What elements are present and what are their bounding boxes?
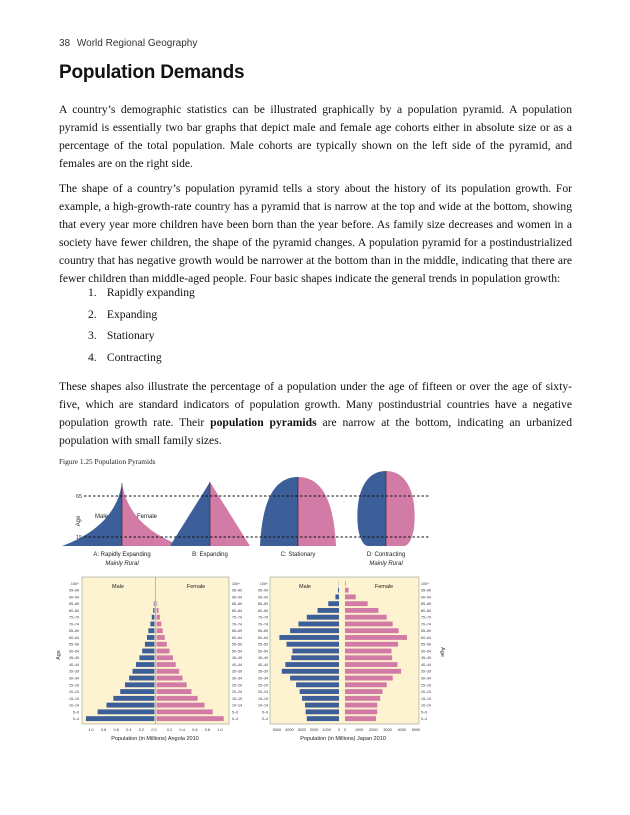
japan-female-bar: [345, 655, 392, 660]
angola-age-tick-right: 100+: [232, 581, 241, 586]
angola-male-bar: [107, 703, 155, 708]
angola-female-bar: [157, 608, 159, 613]
angola-male-bar: [148, 628, 154, 633]
angola-age-tick-left: 40–44: [69, 662, 79, 667]
japan-age-tick-right: 95–99: [421, 588, 431, 593]
angola-male-bar: [113, 696, 154, 701]
japan-female-bar: [345, 594, 356, 599]
angola-male-bar: [86, 716, 155, 721]
japan-age-tick-right: 0–4: [421, 717, 427, 722]
angola-male-bar: [154, 601, 155, 606]
japan-age-tick-right: 15–19: [421, 696, 431, 701]
shape-d-female: [386, 471, 415, 546]
japan-age-tick-right: 45–49: [421, 656, 431, 661]
japan-male-bar: [298, 622, 339, 627]
japan-age-tick-right: 70–74: [421, 622, 431, 627]
angola-female-bar: [157, 689, 192, 694]
japan-male-bar: [282, 669, 339, 674]
japan-age-tick-right: 20–24: [421, 690, 431, 695]
angola-age-tick-right: 5–9: [232, 710, 238, 715]
shape-b-female: [210, 482, 250, 546]
japan-female-bar: [345, 682, 387, 687]
angola-age-tick-right: 35–39: [232, 669, 242, 674]
angola-x-tick: 1.0: [217, 728, 223, 732]
japan-male-bar: [279, 635, 339, 640]
japan-female-bar: [345, 622, 393, 627]
angola-age-label: Age: [56, 650, 62, 660]
japan-age-tick-left: 5–9: [262, 710, 268, 715]
angola-caption: Population (in Millions) Angola 2010: [111, 736, 199, 742]
japan-male-bar: [307, 615, 339, 620]
angola-age-tick-left: 35–39: [69, 669, 79, 674]
shape-a-sublabel: Mainly Rural: [105, 561, 139, 567]
japan-age-tick-right: 35–39: [421, 669, 431, 674]
japan-x-tick: 5000: [411, 728, 421, 732]
angola-male-bar: [125, 682, 154, 687]
angola-age-tick-right: 65–69: [232, 629, 242, 634]
japan-x-tick: 1000: [354, 728, 364, 732]
japan-age-tick-right: 55–59: [421, 642, 431, 647]
angola-female-bar: [157, 709, 213, 714]
angola-x-tick: 0.2: [138, 728, 145, 732]
angola-age-tick-right: 20–24: [232, 690, 242, 695]
japan-male-bar: [290, 676, 339, 681]
angola-female-bar: [157, 622, 162, 627]
japan-female-bar: [345, 581, 346, 586]
japan-female-bar: [345, 642, 398, 647]
japan-age-label: Age: [439, 647, 445, 657]
list-item: 1. Rapidly expanding: [88, 286, 195, 299]
japan-age-tick-right: 5–9: [421, 710, 427, 715]
japan-male-bar: [293, 649, 340, 654]
angola-male-bar: [98, 709, 155, 714]
angola-age-tick-right: 75–79: [232, 615, 242, 620]
japan-age-tick-right: 50–54: [421, 649, 431, 654]
list-item: 4. Contracting: [88, 350, 162, 364]
japan-age-tick-left: 30–34: [258, 676, 268, 681]
angola-age-tick-right: 90–94: [232, 595, 242, 600]
angola-x-tick: 1.0: [88, 728, 94, 732]
angola-age-tick-left: 45–49: [69, 656, 79, 661]
japan-age-tick-left: 40–44: [258, 662, 268, 667]
angola-age-tick-left: 15–19: [69, 696, 79, 701]
japan-age-tick-left: 0–4: [262, 717, 268, 722]
japan-age-tick-left: 95–99: [258, 588, 268, 593]
japan-plot-bg: [270, 577, 419, 724]
japan-female-bar: [345, 709, 377, 714]
shape-d-sublabel: Mainly Rural: [369, 561, 403, 567]
japan-x-tick: 2000: [369, 728, 378, 732]
shape-d-male: [357, 471, 386, 546]
angola-age-tick-right: 95–99: [232, 588, 242, 593]
shape-d-label: D: Contracting: [366, 552, 406, 558]
japan-age-tick-right: 75–79: [421, 615, 431, 620]
japan-age-tick-left: 90–94: [258, 595, 268, 600]
angola-female-bar: [157, 642, 167, 647]
japan-male-bar: [285, 662, 339, 667]
angola-age-tick-right: 25–29: [232, 683, 242, 688]
section-title: Population Demands: [59, 62, 245, 83]
angola-female-bar: [157, 655, 173, 660]
japan-male-bar: [306, 709, 339, 714]
angola-female-bar: [157, 676, 183, 681]
angola-age-tick-left: 30–34: [69, 676, 79, 681]
tick-15: 15: [76, 535, 83, 541]
japan-female-bar: [345, 649, 392, 654]
angola-male-bar: [120, 689, 154, 694]
japan-female-bar: [345, 615, 387, 620]
angola-male-bar: [133, 669, 155, 674]
angola-male-bar: [139, 655, 154, 660]
shapes-male-label: Male: [95, 514, 109, 520]
japan-male-bar: [296, 682, 339, 687]
angola-age-tick-left: 5–9: [73, 710, 79, 715]
angola-x-tick: 0.8: [204, 728, 211, 732]
paragraph-1: A country’s demographic statistics can be illustrated graphically by a population pyramid. A population pyramid is essentially two bar graphs that depict male and female age cohorts either in absolute size or as a percentage of the total population. Male cohorts are typically shown on the left side of the pyramid, and females are on the right side.: [59, 103, 572, 170]
paragraph-2: The shape of a country’s population pyramid tells a story about the history of its population growth. For example, a high-growth-rate country has a pyramid that is narrow at the top and wide at the bottom, showing that every year more children have been born than the year before. As family size decreases and women in a society have fewer children, the shape of the pyramid changes. A population pyramid for a postindustrialized country that has negative growth would be narrower at the bottom than in the middle, indicating that there are fewer children than middle-aged people. Four basic shapes indicate the general trends in population growth:: [59, 182, 572, 285]
japan-age-tick-left: 50–54: [258, 649, 268, 654]
shape-c-female: [298, 477, 336, 546]
angola-age-tick-right: 40–44: [232, 662, 242, 667]
japan-age-tick-right: 65–69: [421, 629, 431, 634]
angola-male-bar: [129, 676, 154, 681]
list-item: 2. Expanding: [88, 307, 158, 321]
angola-male-bar: [152, 615, 155, 620]
angola-male-bar: [142, 649, 154, 654]
japan-male-bar: [328, 601, 339, 606]
shape-a-label: A: Rapidly Expanding: [93, 552, 151, 558]
angola-age-tick-left: 70–74: [69, 622, 79, 627]
page-number: 38: [59, 38, 71, 49]
japan-male-bar: [287, 642, 339, 647]
shapes-female-label: Female: [137, 514, 158, 520]
angola-age-tick-right: 30–34: [232, 676, 242, 681]
angola-male-bar: [153, 608, 154, 613]
angola-female-bar: [157, 628, 163, 633]
japan-female-bar: [345, 608, 378, 613]
japan-age-tick-left: 25–29: [258, 683, 268, 688]
japan-age-tick-left: 100+: [259, 581, 268, 586]
japan-age-tick-right: 25–29: [421, 683, 431, 688]
angola-age-tick-left: 75–79: [69, 615, 79, 620]
shape-c-label: C: Stationary: [280, 552, 316, 558]
japan-age-tick-left: 45–49: [258, 656, 268, 661]
japan-male-bar: [305, 703, 339, 708]
japan-male-bar: [335, 594, 339, 599]
angola-x-tick: 0.6: [113, 728, 119, 732]
angola-age-tick-left: 100+: [70, 581, 79, 586]
angola-female-bar: [157, 696, 198, 701]
japan-age-tick-left: 60–64: [258, 635, 268, 640]
angola-age-tick-right: 0–4: [232, 717, 238, 722]
angola-female-bar: [157, 662, 176, 667]
japan-caption: Population (in Millions) Japan 2010: [300, 736, 386, 742]
angola-x-tick: 0.0: [151, 728, 157, 732]
japan-age-tick-left: 10–14: [258, 703, 268, 708]
japan-female-bar: [345, 716, 376, 721]
japan-age-tick-left: 20–24: [258, 690, 268, 695]
key-term: population pyramids: [210, 416, 317, 429]
japan-age-tick-right: 100+: [421, 581, 430, 586]
angola-female-bar: [157, 635, 165, 640]
japan-female-bar: [345, 588, 349, 593]
angola-male-bar: [147, 635, 155, 640]
angola-age-tick-left: 55–59: [69, 642, 79, 647]
angola-age-tick-right: 45–49: [232, 656, 242, 661]
angola-male-label: Male: [112, 584, 124, 590]
angola-age-tick-left: 85–89: [69, 602, 79, 607]
angola-female-bar: [157, 649, 170, 654]
japan-female-bar: [345, 696, 380, 701]
japan-x-tick: 0: [337, 728, 341, 732]
angola-age-tick-left: 50–54: [69, 649, 79, 654]
japan-age-tick-right: 80–84: [421, 608, 431, 613]
japan-x-tick: 0: [343, 728, 347, 732]
japan-female-bar: [345, 635, 407, 640]
angola-female-label: Female: [186, 584, 206, 590]
japan-female-label: Female: [374, 584, 394, 590]
angola-female-bar: [157, 682, 187, 687]
japan-female-bar: [345, 669, 401, 674]
japan-age-tick-left: 70–74: [258, 622, 268, 627]
shape-b-male: [170, 482, 210, 546]
japan-age-tick-left: 80–84: [258, 608, 268, 613]
list-item: 3. Stationary: [88, 329, 155, 342]
japan-age-tick-right: 30–34: [421, 676, 431, 681]
angola-female-bar: [157, 615, 160, 620]
angola-female-bar: [157, 703, 205, 708]
angola-age-tick-right: 80–84: [232, 608, 242, 613]
japan-age-tick-right: 85–89: [421, 602, 431, 607]
angola-age-tick-right: 85–89: [232, 602, 242, 607]
japan-male-bar: [338, 588, 339, 593]
shape-pyramids: [62, 471, 430, 567]
japan-female-bar: [345, 689, 383, 694]
angola-female-bar: [157, 669, 180, 674]
angola-male-bar: [136, 662, 155, 667]
angola-x-tick: 0.8: [100, 728, 107, 732]
angola-pyramid-chart: [56, 577, 242, 742]
japan-x-tick: 4000: [285, 728, 294, 732]
angola-age-tick-right: 60–64: [232, 635, 242, 640]
japan-age-tick-left: 75–79: [258, 615, 268, 620]
shapes-age-label: Age: [76, 515, 82, 527]
angola-age-tick-left: 95–99: [69, 588, 79, 593]
angola-age-tick-left: 25–29: [69, 683, 79, 688]
japan-age-tick-right: 60–64: [421, 635, 431, 640]
japan-female-bar: [345, 628, 399, 633]
japan-x-tick: 4000: [397, 728, 407, 732]
japan-male-label: Male: [299, 584, 311, 590]
angola-male-bar: [145, 642, 155, 647]
japan-female-bar: [345, 703, 377, 708]
angola-age-tick-left: 60–64: [69, 635, 79, 640]
japan-x-tick: 2000: [309, 728, 319, 732]
japan-x-tick: 5000: [272, 728, 282, 732]
angola-age-tick-right: 10–14: [232, 703, 242, 708]
japan-x-tick: 3000: [297, 728, 307, 732]
figure-caption: Figure 1.25 Population Pyramids: [59, 457, 156, 466]
angola-age-tick-right: 15–19: [232, 696, 242, 701]
angola-age-tick-right: 50–54: [232, 649, 242, 654]
japan-female-bar: [345, 662, 397, 667]
angola-age-tick-left: 90–94: [69, 595, 79, 600]
book-title: World Regional Geography: [76, 38, 198, 49]
japan-age-tick-left: 15–19: [258, 696, 268, 701]
japan-male-bar: [318, 608, 339, 613]
angola-x-tick: 0.4: [179, 728, 185, 732]
japan-age-tick-left: 85–89: [258, 602, 268, 607]
shape-c-male: [260, 477, 298, 546]
angola-male-bar: [150, 622, 154, 627]
shape-b-label: B: Expanding: [192, 552, 228, 558]
japan-age-tick-right: 10–14: [421, 703, 431, 708]
angola-female-bar: [157, 601, 158, 606]
japan-age-tick-left: 65–69: [258, 629, 268, 634]
paragraph-3: These shapes also illustrate the percentage of a population under the age of fifteen or over the age of sixty-five, which are standard indicators of population growth. Many postindustrial countries have a negative population growth rate. Their population pyramids are narrow at the bottom, indicating an urbanized population with small family sizes.: [59, 380, 572, 447]
japan-x-tick: 3000: [383, 728, 392, 732]
japan-age-tick-left: 55–59: [258, 642, 268, 647]
japan-female-bar: [345, 676, 393, 681]
angola-x-tick: 0.4: [126, 728, 132, 732]
angola-age-tick-right: 55–59: [232, 642, 242, 647]
angola-age-tick-left: 65–69: [69, 629, 79, 634]
japan-male-bar: [290, 628, 339, 633]
japan-female-bar: [345, 601, 368, 606]
japan-male-bar: [307, 716, 339, 721]
angola-age-tick-left: 10–14: [69, 703, 79, 708]
japan-age-tick-left: 35–39: [258, 669, 268, 674]
japan-male-bar: [300, 689, 339, 694]
angola-female-bar: [157, 716, 224, 721]
japan-pyramid-chart: [258, 577, 445, 742]
angola-age-tick-right: 70–74: [232, 622, 242, 627]
japan-age-tick-right: 40–44: [421, 662, 431, 667]
japan-age-tick-right: 90–94: [421, 595, 431, 600]
japan-male-bar: [302, 696, 339, 701]
angola-age-tick-left: 0–4: [73, 717, 79, 722]
japan-male-bar: [291, 655, 339, 660]
japan-x-tick: 1000: [322, 728, 331, 732]
tick-65: 65: [76, 494, 83, 500]
angola-x-tick: 0.2: [166, 728, 173, 732]
angola-age-tick-left: 20–24: [69, 690, 79, 695]
angola-x-tick: 0.6: [192, 728, 198, 732]
angola-age-tick-left: 80–84: [69, 608, 79, 613]
